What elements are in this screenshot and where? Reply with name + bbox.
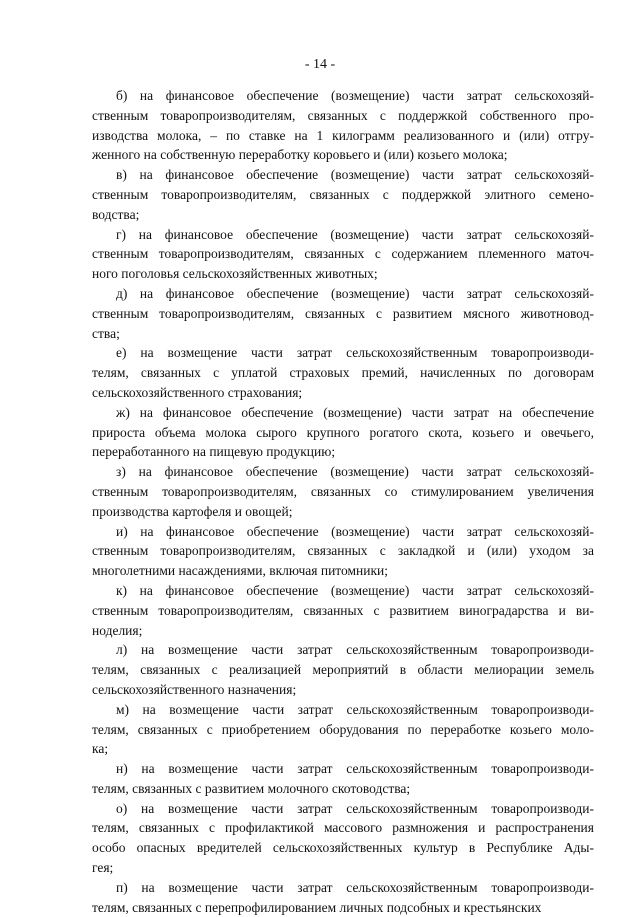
text-line: сельскохозяйственного страхования; [92,384,303,400]
paragraph [92,799,594,878]
text-line: ственным товаропроизводителям, связанных с закладкой и (или) уходом за [92,543,594,559]
paragraph [92,522,594,581]
paragraph [92,581,594,640]
text-line: гея; [92,860,114,876]
paragraph [92,86,594,165]
text-line: телям, связанных с реализацией мероприятий в области мелиорации земель [92,662,594,678]
text-line: ственным товаропроизводителям, связанных с развитием мясного животновод- [92,305,594,321]
text-line: ного поголовья сельскохозяйственных животных; [92,266,378,282]
text-line: ственным товаропроизводителям, связанных со стимулированием увеличения [92,483,594,499]
text-line: ственным товаропроизводителям, связанных с поддержкой элитного семено- [92,186,594,202]
text-line: п) на возмещение части затрат сельскохозяйственным товаропроизводи- [116,879,594,895]
text-line: ка; [92,741,109,757]
text-line: телям, связанных с профилактикой массового размножения и распространения [92,820,594,836]
paragraph [92,700,594,759]
text-line: в) на финансовое обеспечение (возмещение) части затрат сельскохозяй- [116,167,594,183]
paragraph [92,759,594,799]
text-line: ства; [92,325,120,341]
text-line: е) на возмещение части затрат сельскохозяйственным товаропроизводи- [116,345,594,361]
text-line: о) на возмещение части затрат сельскохозяйственным товаропроизводи- [116,800,594,816]
text-line: сельскохозяйственного назначения; [92,681,297,697]
paragraph [92,640,594,699]
paragraph [92,165,594,224]
text-line: ственным товаропроизводителям, связанных с содержанием племенного маточ- [92,246,594,262]
text-line: з) на финансовое обеспечение (возмещение) части затрат сельскохозяй- [116,464,594,480]
text-line: ственным товаропроизводителям, связанных с поддержкой собственного про- [92,107,594,123]
text-line: б) на финансовое обеспечение (возмещение) части затрат сельскохозяй- [116,88,594,103]
text-line: ноделия; [92,622,143,638]
text-line: г) на финансовое обеспечение (возмещение) части затрат сельскохозяй- [116,226,594,242]
text-line: изводства молока, – по ставке на 1 килограмм реализованного и (или) отгру- [92,127,594,143]
text-line: производства картофеля и овощей; [92,503,293,519]
text-line: телям, связанных с приобретением оборудования по переработке козьего моло- [92,721,594,737]
text-line: прироста объема молока сырого крупного рогатого скота, козьего и овечьего, [92,424,594,440]
text-line: м) на возмещение части затрат сельскохозяйственным товаропроизводи- [116,701,594,717]
paragraph [92,878,594,917]
text-line: женного на собственную переработку коровьего и (или) козьего молока; [92,147,508,163]
document-body [92,86,594,917]
paragraph [92,462,594,521]
text-line: н) на возмещение части затрат сельскохозяйственным товаропроизводи- [116,761,594,777]
paragraph [92,343,594,402]
text-line: телям, связанных с развитием молочного скотоводства; [92,780,411,796]
text-line: многолетними насаждениями, включая питомники; [92,563,389,579]
paragraph [92,403,594,462]
text-line: водства; [92,206,140,222]
text-line: ж) на финансовое обеспечение (возмещение) части затрат на обеспечение [116,404,594,420]
text-line: и) на финансовое обеспечение (возмещение) части затрат сельскохозяй- [116,523,594,539]
text-line: телям, связанных с уплатой страховых премий, начисленных по договорам [92,365,594,381]
paragraph [92,284,594,343]
text-line: особо опасных вредителей сельскохозяйственных культур в Республике Ады- [92,840,594,856]
text-line: к) на финансовое обеспечение (возмещение) части затрат сельскохозяй- [116,582,594,598]
paragraph [92,225,594,284]
text-line: д) на финансовое обеспечение (возмещение) части затрат сельскохозяй- [116,285,594,301]
text-line: переработанного на пищевую продукцию; [92,444,336,460]
text-line: ственным товаропроизводителям, связанных с развитием виноградарства и ви- [92,602,594,618]
text-line: л) на возмещение части затрат сельскохозяйственным товаропроизводи- [116,642,594,658]
page-number: - 14 - [304,57,336,72]
text-line: телям, связанных с перепрофилированием личных подсобных и крестьянских [92,899,542,915]
